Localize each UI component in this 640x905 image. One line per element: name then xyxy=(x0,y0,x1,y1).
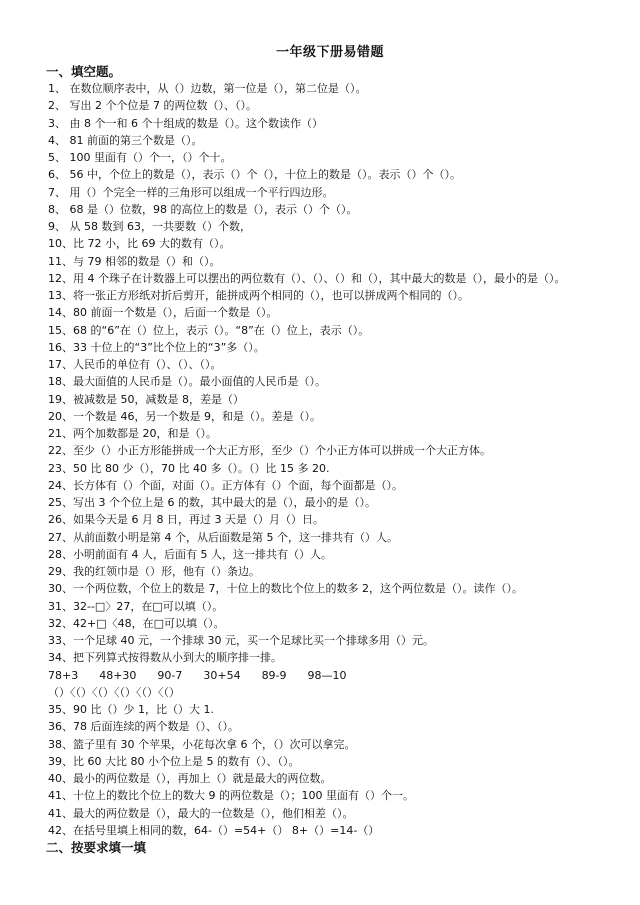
question: 25、写出 3 个个位上是 6 的数，其中最大的是（），最小的是（）。 xyxy=(48,496,376,510)
question: 2、 写出 2 个个位是 7 的两位数（）、（）。 xyxy=(48,99,257,113)
expression: 98—10 xyxy=(307,668,347,682)
question: 14、80 前面一个数是（），后面一个数是（）。 xyxy=(48,306,278,320)
question: 3、 由 8 个一和 6 个十组成的数是（）。这个数读作（） xyxy=(48,116,323,130)
question: 9、 从 58 数到 63，一共要数（）个数， xyxy=(48,220,251,234)
question: 29、我的红领巾是（）形，他有（）条边。 xyxy=(48,565,260,579)
blanks-row: （）〈（）〈（）〈（）〈（）〈（） xyxy=(48,685,180,699)
question: 20、一个数是 46，另一个数是 9，和是（）。差是（）。 xyxy=(48,409,321,423)
question: 1、 在数位顺序表中，从（）边数，第一位是（），第二位是（）。 xyxy=(48,82,367,96)
question: 7、 用（）个完全一样的三角形可以组成一个平行四边形。 xyxy=(48,185,334,199)
question: 34、把下列算式按得数从小到大的顺序排一排。 xyxy=(48,651,282,665)
question: 21、两个加数都是 20，和是（）。 xyxy=(48,427,217,441)
question: 6、 56 中，个位上的数是（），表示（）个（），十位上的数是（）。表示（）个（）。 xyxy=(48,168,461,182)
question: 40、最小的两位数是（），再加上（）就是最大的两位数。 xyxy=(48,772,332,786)
expression: 90-7 xyxy=(157,668,183,682)
question: 22、至少（）小正方形能拼成一个大正方形，至少（）个小正方体可以拼成一个大正方体。 xyxy=(48,444,491,458)
question: 30、一个两位数，个位上的数是 7，十位上的数比个位上的数多 2，这个两位数是（）。读作（）。 xyxy=(48,582,523,596)
question: 16、33 十位上的“3”比个位上的“3”多（）。 xyxy=(48,340,265,354)
question: 24、长方体有（）个面，对面（）。正方体有（）个面，每个面都是（）。 xyxy=(48,478,403,492)
question: 4、 81 前面的第三个数是（）。 xyxy=(48,133,203,147)
question: 19、被减数是 50，减数是 8，差是（） xyxy=(48,392,244,406)
expression: 30+54 xyxy=(203,668,241,682)
question: 38、篮子里有 30 个苹果，小花每次拿 6 个，（）次可以拿完。 xyxy=(48,737,356,751)
question: 12、用 4 个珠子在计数器上可以摆出的两位数有（）、（）、（）和（），其中最大的数是（），最小的是（）。 xyxy=(48,271,566,285)
page-title: 一年级下册易错题 xyxy=(275,45,384,60)
expression: 89-9 xyxy=(261,668,287,682)
question: 39、比 60 大比 80 小个位上是 5 的数有（）、（）。 xyxy=(48,754,300,768)
section-heading-fill-blanks: 一、填空题。 xyxy=(46,64,122,79)
question: 42、在括号里填上相同的数，64-（）=54+（） 8+（）=14-（） xyxy=(48,823,380,837)
question: 18、最大面值的人民币是（）。最小面值的人民币是（）。 xyxy=(48,375,326,389)
expression: 48+30 xyxy=(99,668,137,682)
question: 23、50 比 80 少（），70 比 40 多（）。（）比 15 多 20. xyxy=(48,461,330,475)
question: 11、与 79 相邻的数是（）和（）。 xyxy=(48,254,221,268)
question: 35、90 比（）少 1，比（）大 1. xyxy=(48,703,214,717)
question: 10、比 72 小，比 69 大的数有（）。 xyxy=(48,237,231,251)
question: 41、十位上的数比个位上的数大 9 的两位数是（）；100 里面有（）个一。 xyxy=(48,789,414,803)
section-heading-fill-by-requirement: 二、按要求填一填 xyxy=(46,840,147,856)
question: 32、42+□〈48，在□可以填（）。 xyxy=(48,616,225,630)
question: 28、小明前面有 4 人，后面有 5 人，这一排共有（）人。 xyxy=(48,547,332,561)
question: 26、如果今天是 6 月 8 日，再过 3 天是（）月（）日。 xyxy=(48,513,324,527)
question: 17、人民币的单位有（）、（）、（）。 xyxy=(48,358,222,372)
question: 31、32--□〉27，在□可以填（）。 xyxy=(48,599,224,613)
question: 8、 68 是（）位数，98 的高位上的数是（），表示（）个（）。 xyxy=(48,202,358,216)
question: 41、最大的两位数是（），最大的一位数是（），他们相差（）。 xyxy=(48,806,354,820)
expression-row xyxy=(48,667,612,684)
question: 33、一个足球 40 元，一个排球 30 元，买一个足球比买一个排球多用（）元。 xyxy=(48,634,434,648)
question: 27、从前面数小明是第 4 个，从后面数是第 5 个，这一排共有（）人。 xyxy=(48,530,398,544)
expression: 78+3 xyxy=(48,668,79,682)
question: 36、78 后面连续的两个数是（）、（）。 xyxy=(48,720,239,734)
question: 13、将一张正方形纸对折后剪开，能拼成两个相同的（），也可以拼成两个相同的（）。 xyxy=(48,289,469,303)
question: 15、68 的“6”在（）位上，表示（）。“8”在（）位上，表示（）。 xyxy=(48,323,370,337)
question: 5、 100 里面有（）个一，（）个十。 xyxy=(48,151,232,165)
